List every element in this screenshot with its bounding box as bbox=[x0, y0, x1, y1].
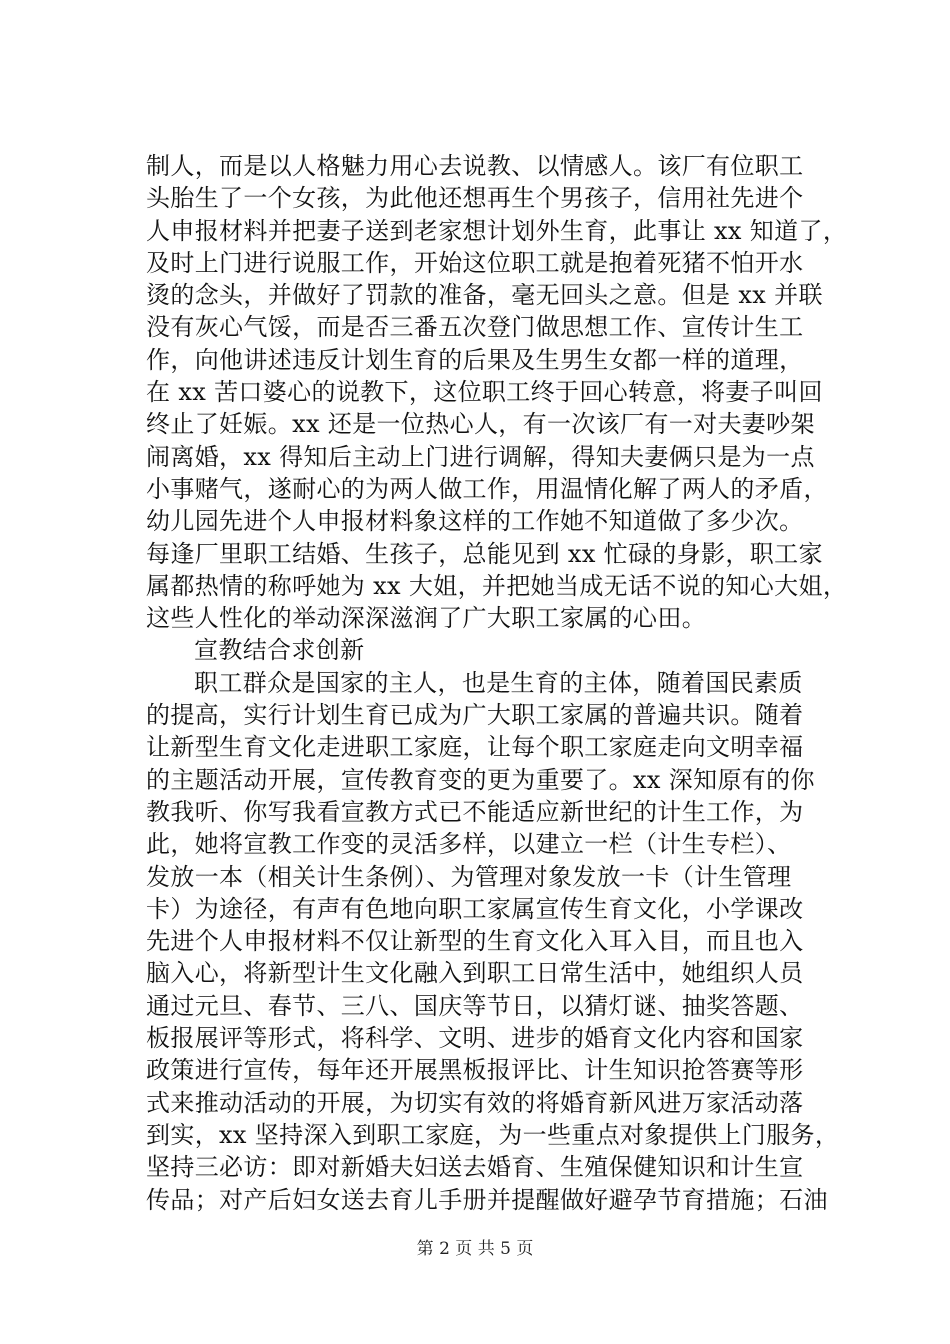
text-line: 每逢厂里职工结婚、生孩子，总能见到 xx 忙碌的身影，职工家 bbox=[146, 539, 823, 568]
text-line: 闹离婚，xx 得知后主动上门进行调解，得知夫妻俩只是为一点 bbox=[146, 442, 815, 471]
text-line: 在 xx 苦口婆心的说教下，这位职工终于回心转意，将妻子叫回 bbox=[146, 378, 823, 407]
paragraph-first-line: 职工群众是国家的主人，也是生育的主体，随着国民素质 bbox=[194, 668, 803, 697]
text-line: 制人，而是以人格魅力用心去说教、以情感人。该厂有位职工 bbox=[146, 152, 804, 180]
text-line: 先进个人申报材料不仅让新型的生育文化入耳入目，而且也入 bbox=[146, 927, 804, 956]
text-line: 幼儿园先进个人申报材料象这样的工作她不知道做了多少次。 bbox=[146, 507, 804, 536]
text-line: 此，她将宣教工作变的灵活多样，以建立一栏（计生专栏）、 bbox=[146, 830, 792, 859]
text-line: 脑入心，将新型计生文化融入到职工日常生活中，她组织人员 bbox=[146, 959, 804, 988]
text-line: 烫的念头，并做好了罚款的准备，毫无回头之意。但是 xx 并联 bbox=[146, 281, 823, 310]
text-line: 作，向他讲述违反计划生育的后果及生男生女都一样的道理， bbox=[146, 345, 804, 374]
text-line: 没有灰心气馁，而是否三番五次登门做思想工作、宣传计生工 bbox=[146, 313, 804, 342]
page-footer bbox=[0, 1238, 950, 1260]
text-line: 及时上门进行说服工作，开始这位职工就是抱着死猪不怕开水 bbox=[146, 248, 804, 277]
text-line: 坚持三必访：即对新婚夫妇送去婚育、生殖保健知识和计生宣 bbox=[146, 1153, 804, 1182]
text-line: 这些人性化的举动深深滋润了广大职工家属的心田。 bbox=[146, 604, 707, 633]
text-line: 人申报材料并把妻子送到老家想计划外生育，此事让 xx 知道了， bbox=[146, 216, 848, 245]
text-line: 传品；对产后妇女送去育儿手册并提醒做好避孕节育措施；石油 bbox=[146, 1185, 828, 1214]
text-line: 发放一本（相关计生条例）、为管理对象发放一卡（计生管理 bbox=[146, 862, 792, 891]
text-line: 式来推动活动的开展，为切实有效的将婚育新风进万家活动落 bbox=[146, 1088, 804, 1117]
text-line: 政策进行宣传，每年还开展黑板报评比、计生知识抢答赛等形 bbox=[146, 1056, 804, 1085]
page-number-label: 第 2 页 共 5 页 bbox=[416, 1239, 534, 1259]
text-line: 的提高，实行计划生育已成为广大职工家属的普遍共识。随着 bbox=[146, 701, 804, 730]
text-line: 教我听、你写我看宣教方式已不能适应新世纪的计生工作，为 bbox=[146, 797, 804, 826]
text-line: 到实，xx 坚持深入到职工家庭，为一些重点对象提供上门服务， bbox=[146, 1120, 840, 1149]
text-line: 头胎生了一个女孩，为此他还想再生个男孩子，信用社先进个 bbox=[146, 184, 804, 213]
text-line: 通过元旦、春节、三八、国庆等节日，以猜灯谜、抽奖答题、 bbox=[146, 991, 804, 1020]
text-line: 小事赌气，遂耐心的为两人做工作，用温情化解了两人的矛盾， bbox=[146, 474, 828, 503]
section-heading: 宣教结合求创新 bbox=[194, 636, 365, 665]
text-line: 卡）为途径，有声有色地向职工家属宣传生育文化，小学课改 bbox=[146, 894, 804, 923]
text-line: 的主题活动开展，宣传教育变的更为重要了。xx 深知原有的你 bbox=[146, 765, 815, 794]
text-line: 板报展评等形式，将科学、文明、进步的婚育文化内容和国家 bbox=[146, 1024, 804, 1053]
text-line: 终止了妊娠。xx 还是一位热心人，有一次该厂有一对夫妻吵架 bbox=[146, 410, 815, 439]
text-line: 让新型生育文化走进职工家庭，让每个职工家庭走向文明幸福 bbox=[146, 733, 804, 762]
document-body bbox=[146, 150, 848, 1216]
text-line: 属都热情的称呼她为 xx 大姐，并把她当成无话不说的知心大姐， bbox=[146, 571, 848, 600]
